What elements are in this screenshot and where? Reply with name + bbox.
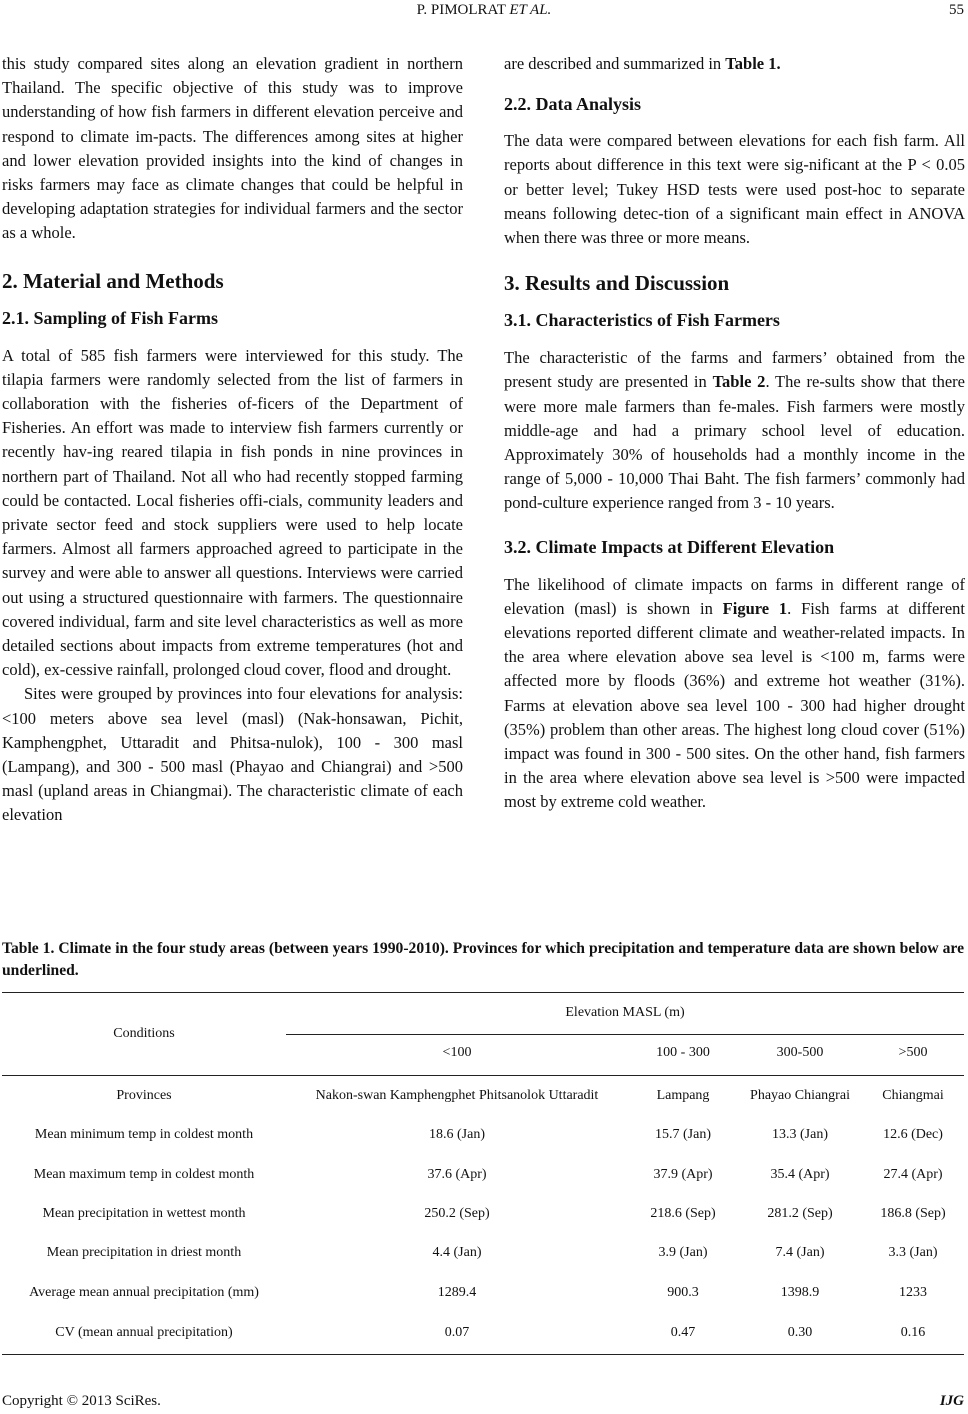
subsection-heading-sampling: 2.1. Sampling of Fish Farms [2,307,219,328]
cell-lt100: 37.6 (Apr) [427,1167,487,1182]
grouping-paragraph: Sites were grouped by provinces into four elevations for analysis: <100 meters above sea level (masl) (Nak-honsawan, Pichit, Kamphengphet, Uttaradit and Phitsa-nulok), 100 - 300 masl (Lampang), and 300 - 500 masl (Phayao and Chiangrai) and >500 masl (upland areas in Chiangmai). The characteristic climate of each elevation [2,684,463,825]
section-heading-results: 3. Results and Discussion [504,271,730,296]
cell-gt500: 0.16 [900,1325,926,1340]
table2-ref: Table 2 [712,372,766,392]
cell-100-300: Lampang [656,1088,710,1103]
climate-text-b: . Fish farms at different elevations reported different climate and weather-related impacts. In the area where elevation above sea level is <100 m, farms were affected more by floods (36%) and extreme hot weather (31%). Farms at elevation above sea level 100 - 300 had higher drought (35%) problem than other areas. The highest long cloud cover (51%) impact was found in 300 - 500 sites. On the other hand, fish farmers in the area where elevation above sea level is >500 were impacted most by extreme cold weather. [504,598,965,812]
cell-100-300: 3.9 (Jan) [658,1245,708,1260]
table-caption: Table 1. Climate in the four study areas (between years 1990-2010). Provinces for which precipitation and temperature data are shown below are underlined. [2,940,964,979]
cell-300-500: 1398.9 [780,1285,820,1300]
running-author: P. PIMOLRAT [416,2,506,18]
cell-lt100: 18.6 (Jan) [429,1127,485,1142]
cell-lt100: 250.2 (Sep) [424,1206,490,1221]
table-header-rule [2,1075,964,1076]
cell-100-300: 37.9 (Apr) [653,1167,713,1182]
cell-100-300: 15.7 (Jan) [655,1127,711,1142]
subsection-heading-analysis: 2.2. Data Analysis [504,94,642,115]
analysis-paragraph: The data were compared between elevations for each fish farm. All reports about difference in this text were sig-nificant at the P < 0.05 or better level; Tukey HSD tests were used post-hoc to separate means following detec-tion of a significant main effect in ANOVA when there was three or more means. [504,131,965,248]
row-label: Mean precipitation in wettest month [42,1206,246,1221]
cell-gt500: 3.3 (Jan) [888,1245,938,1260]
cell-100-300: 218.6 (Sep) [650,1206,716,1221]
row-label: Mean maximum temp in coldest month [33,1167,255,1182]
cell-gt500: Chiangmai [882,1088,944,1103]
table1-ref: Table 1. [725,54,781,73]
cell-lt100: 1289.4 [437,1285,477,1300]
cell-300-500: 35.4 (Apr) [770,1167,830,1182]
column-header-lt100: <100 [442,1045,472,1060]
left-column [2,52,463,828]
characteristics-text-a: The characteristic of the farms and farmers’ obtained from the present study are presented in [504,348,965,392]
table-elevation-rule [286,1034,964,1035]
page-footer [2,1393,964,1410]
characteristics-text-b: . The re-sults show that there were more male farmers than fe-males. Fish farmers were mostly middle-age and had a primary school level of education. Approximately 30% of households had a monthly income in the range of 5,000 - 10,000 Thai Baht. The fish farmers’ commonly had pond-culture experience ranged from 3 - 10 years. [504,372,966,513]
cell-lt100: 4.4 (Jan) [432,1245,482,1260]
table-ref-paragraph [504,52,965,76]
table-top-rule [2,992,964,993]
cell-lt100: 0.07 [444,1325,470,1340]
climate-paragraph [504,573,965,815]
subsection-heading-characteristics: 3.1. Characteristics of Fish Farmers [504,310,780,331]
running-title [0,2,968,19]
row-label: Mean minimum temp in coldest month [34,1127,254,1142]
cell-300-500: Phayao Chiangrai [750,1088,850,1103]
climate-text-a: The likelihood of climate impacts on farms in different range of elevation (masl) is shown in [504,574,965,618]
sampling-paragraph: A total of 585 fish farmers were interviewed for this study. The tilapia farmers were randomly selected from the list of farmers in collaboration with the fisheries of-ficers of the Department of Fisheries. An effort was made to interview fish farmers currently or recently hav-ing reared tilapia in fish ponds in nine provinces in northern part of Thailand. Not all who had recently stopped farming could be contacted. Local fisheries offi-cials, community leaders and private sector feed and stock suppliers were used to help locate farmers. Almost all farmers approached agreed to participate in the survey and were able to answer all questions. Interviews were carried out using a structured questionnaire with farmers. The questionnaire covered individual, farm and site level characteristics as well as more detailed sections about impacts from extreme temperatures (hot and cold), ex-cessive rainfall, prolonged cloud cover, flood and drought. [2,345,463,680]
cell-300-500: 13.3 (Jan) [772,1127,828,1142]
cell-gt500: 27.4 (Apr) [883,1167,943,1182]
table-ref-text: are described and summarized in [504,54,726,73]
cell-gt500: 12.6 (Dec) [883,1127,943,1142]
conditions-header: Conditions [113,1026,175,1041]
figure1-ref: Figure 1 [722,598,788,618]
row-label: Average mean annual precipitation (mm) [29,1285,259,1300]
cell-gt500: 1233 [899,1285,927,1300]
running-header [0,2,968,24]
right-column [504,52,965,815]
intro-paragraph: this study compared sites along an elevation gradient in northern Thailand. The specific objective of this study was to improve understanding of how fish farmers in different elevation perceive and respond to climate im-pacts. The differences among sites at higher and lower elevation provided insights into the kind of changes in risks farmers may face as climate changes that could be helpful in developing adaptation strategies for individual farmers and the sector as a whole. [2,54,463,243]
row-label: Mean precipitation in driest month [46,1245,242,1260]
cell-gt500: 186.8 (Sep) [880,1206,946,1221]
column-header-100-300: 100 - 300 [656,1045,710,1060]
subsection-heading-climate: 3.2. Climate Impacts at Different Elevation [504,536,835,557]
cell-300-500: 7.4 (Jan) [775,1245,825,1260]
running-etal: ET AL. [509,2,552,18]
cell-300-500: 0.30 [787,1325,813,1340]
copyright-notice: Copyright © 2013 SciRes. [2,1393,161,1409]
page-number: 55 [949,2,964,18]
column-header-gt500: >500 [898,1045,928,1060]
section-heading-methods: 2. Material and Methods [2,268,224,293]
table-bottom-rule [2,1354,964,1355]
row-label: Provinces [116,1088,172,1103]
cell-100-300: 900.3 [667,1285,699,1300]
cell-300-500: 281.2 (Sep) [767,1206,833,1221]
row-label: CV (mean annual precipitation) [55,1325,233,1340]
elevation-header: Elevation MASL (m) [565,1005,685,1020]
column-header-300-500: 300-500 [776,1045,824,1060]
cell-100-300: 0.47 [670,1325,696,1340]
journal-abbrev: IJG [939,1393,964,1409]
characteristics-paragraph [504,346,965,515]
cell-lt100: Nakon-swan Kamphengphet Phitsanolok Uttaradit [315,1088,599,1103]
